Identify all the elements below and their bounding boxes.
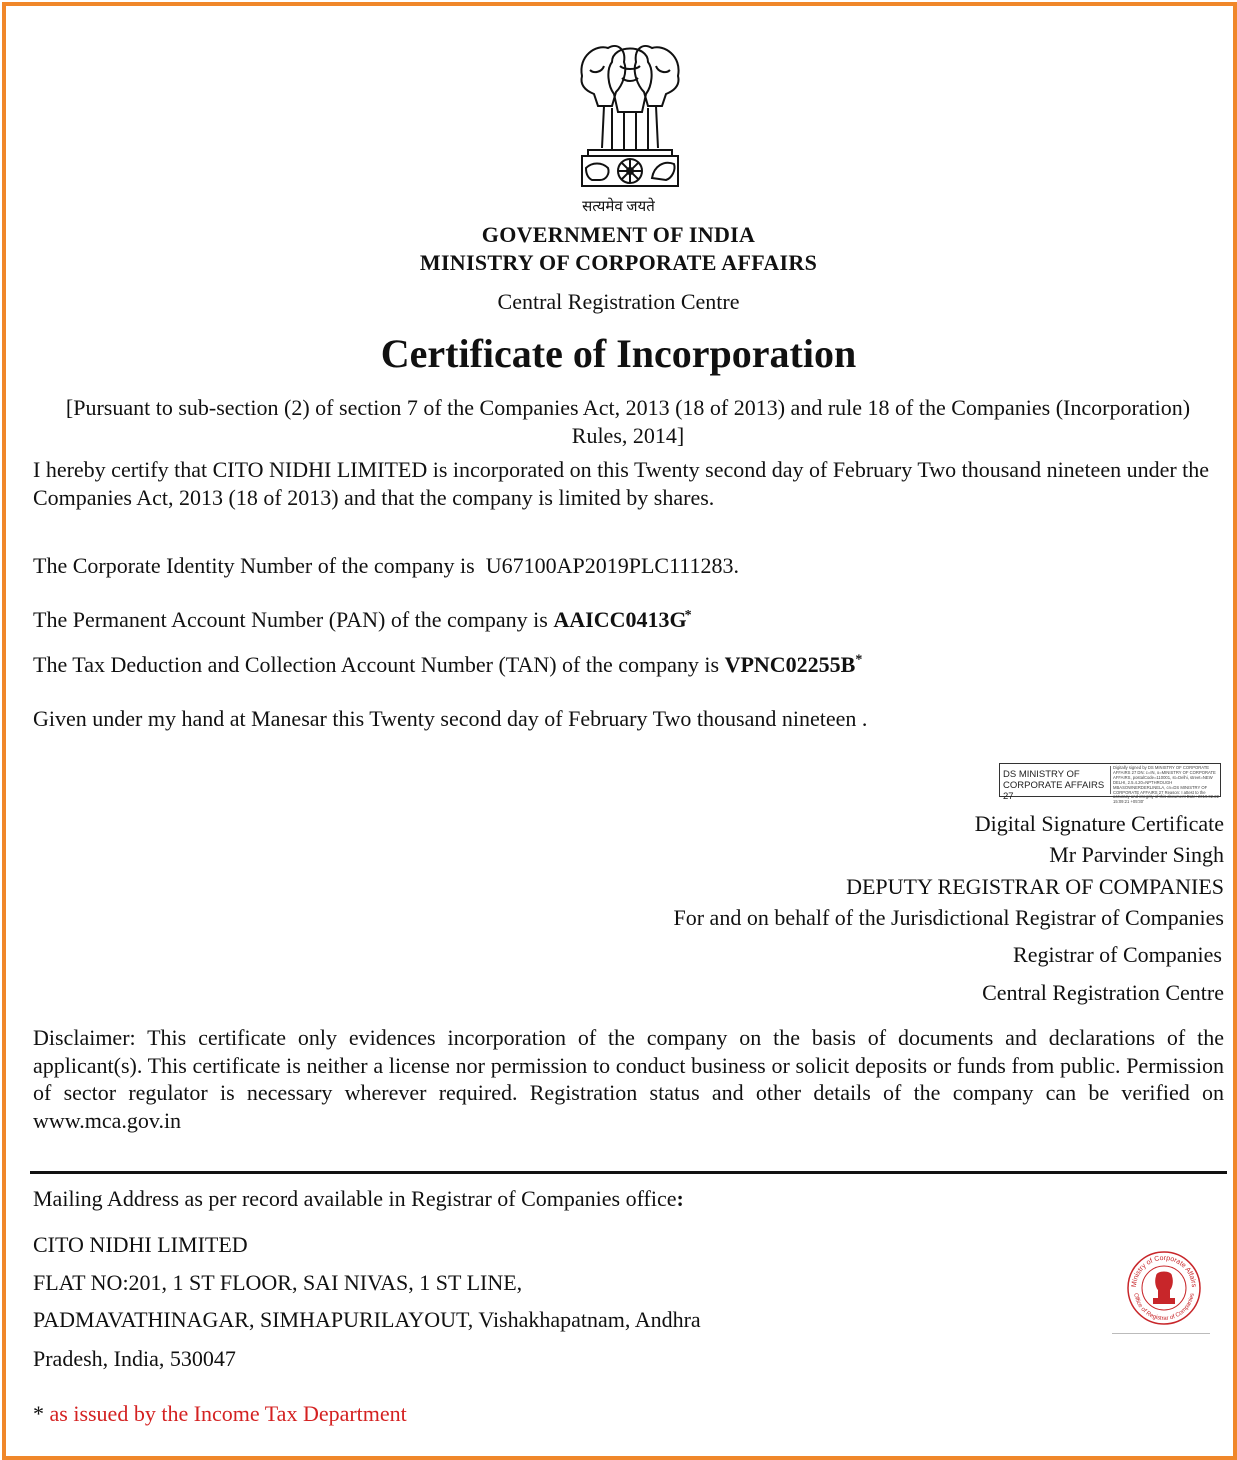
signatory-office: Registrar of Companies (1013, 942, 1222, 967)
footnote (33, 1401, 407, 1427)
tan-value: VPNC02255B (724, 652, 856, 677)
pan-asterisk: * (684, 607, 692, 623)
signatory-centre: Central Registration Centre (982, 980, 1224, 1005)
registration-centre: Central Registration Centre (497, 289, 740, 314)
signatory-name: Mr Parvinder Singh (1049, 842, 1224, 867)
section-divider (30, 1171, 1227, 1174)
ministry-heading: MINISTRY OF CORPORATE AFFAIRS (419, 250, 818, 275)
signature-certificate-label: Digital Signature Certificate (974, 811, 1224, 836)
pan-label: The Permanent Account Number (PAN) of the company is (33, 607, 548, 632)
pan-value: AAICC0413G (553, 607, 687, 632)
national-motto: सत्यमेव जयते (582, 199, 655, 215)
cin-value: U67100AP2019PLC111283. (485, 553, 739, 578)
pursuant-clause: [Pursuant to sub-section (2) of section 7 of the Companies Act, 2013 (18 of 2013) and rule 18 of the Companies (Incorporation) Rules, 2014] (65, 395, 1191, 448)
tan-line (33, 652, 862, 678)
certification-statement: I hereby certify that CITO NIDHI LIMITED is incorporated on this Twenty second day of February Two thousand nineteen under the Companies Act, 2013 (18 of 2013) and that the company is limited by shares. (33, 457, 1210, 510)
tan-asterisk: * (855, 652, 863, 668)
disclaimer: Disclaimer: This certificate only evidences incorporation of the company on the basis of documents and declarations of the applicant(s). This certificate is neither a license nor permission to conduct business or solicit deposits or funds from public. Permission of sector regulator is necessary wherever required. Registration status and other details of the company can be verified on www.mca.gov.in (33, 1025, 1224, 1133)
footnote-asterisk: * (33, 1401, 44, 1426)
national-emblem-icon (568, 36, 692, 196)
signatory-behalf: For and on behalf of the Jurisdictional Registrar of Companies (673, 905, 1224, 930)
address-line: PADMAVATHINAGAR, SIMHAPURILAYOUT, Vishakhapatnam, Andhra (33, 1307, 701, 1332)
given-under-hand: Given under my hand at Manesar this Twenty second day of February Two thousand nineteen . (33, 706, 868, 731)
address-line: CITO NIDHI LIMITED (33, 1232, 248, 1257)
pan-line (33, 607, 692, 633)
digital-signature-box[interactable] (999, 763, 1221, 805)
mailing-heading-colon: : (676, 1186, 684, 1211)
registrar-seal-icon (1126, 1250, 1202, 1326)
footnote-text: as issued by the Income Tax Department (44, 1401, 407, 1426)
address-line: Pradesh, India, 530047 (33, 1346, 236, 1371)
cin-label: The Corporate Identity Number of the company is (33, 553, 475, 578)
seal-bottom-text: Office of Registrar of Companies (1132, 1292, 1196, 1323)
tan-label: The Tax Deduction and Collection Account Number (TAN) of the company is (33, 652, 720, 677)
seal-underline (1112, 1333, 1210, 1334)
government-heading: GOVERNMENT OF INDIA (481, 222, 756, 247)
seal-top-text: Ministry of Corporate Affairs (1130, 1254, 1198, 1288)
signature-details: Digitally signed by DS MINISTRY OF CORPORATE AFFAIRS 27 DN: c=IN, o=MINISTRY OF CORPORATE AFFAIRS, postalCode=110001, st=Delhi, street=NEW DELHI, 2.5.4.20=NPTHROUGH MBASOWNERDERLINELA, cn=DS MINISTRY OF CORPORATE AFFAIRS 27 Reason: I attest to the accuracy and integrity of this document Date: 2019.02.22 15:09:21 +05'30' (1113, 765, 1219, 805)
certificate-title: Certificate of Incorporation (380, 331, 857, 376)
address-line: FLAT NO:201, 1 ST FLOOR, SAI NIVAS, 1 ST LINE, (33, 1270, 523, 1295)
signatory-designation: DEPUTY REGISTRAR OF COMPANIES (846, 874, 1224, 899)
mailing-heading-text: Mailing Address as per record available in Registrar of Companies office (33, 1186, 677, 1211)
signature-signer: DS MINISTRY OF CORPORATE AFFAIRS 27 (1003, 769, 1105, 802)
mailing-heading (33, 1186, 684, 1212)
cin-line (33, 553, 739, 579)
signature-divider (1110, 766, 1111, 794)
